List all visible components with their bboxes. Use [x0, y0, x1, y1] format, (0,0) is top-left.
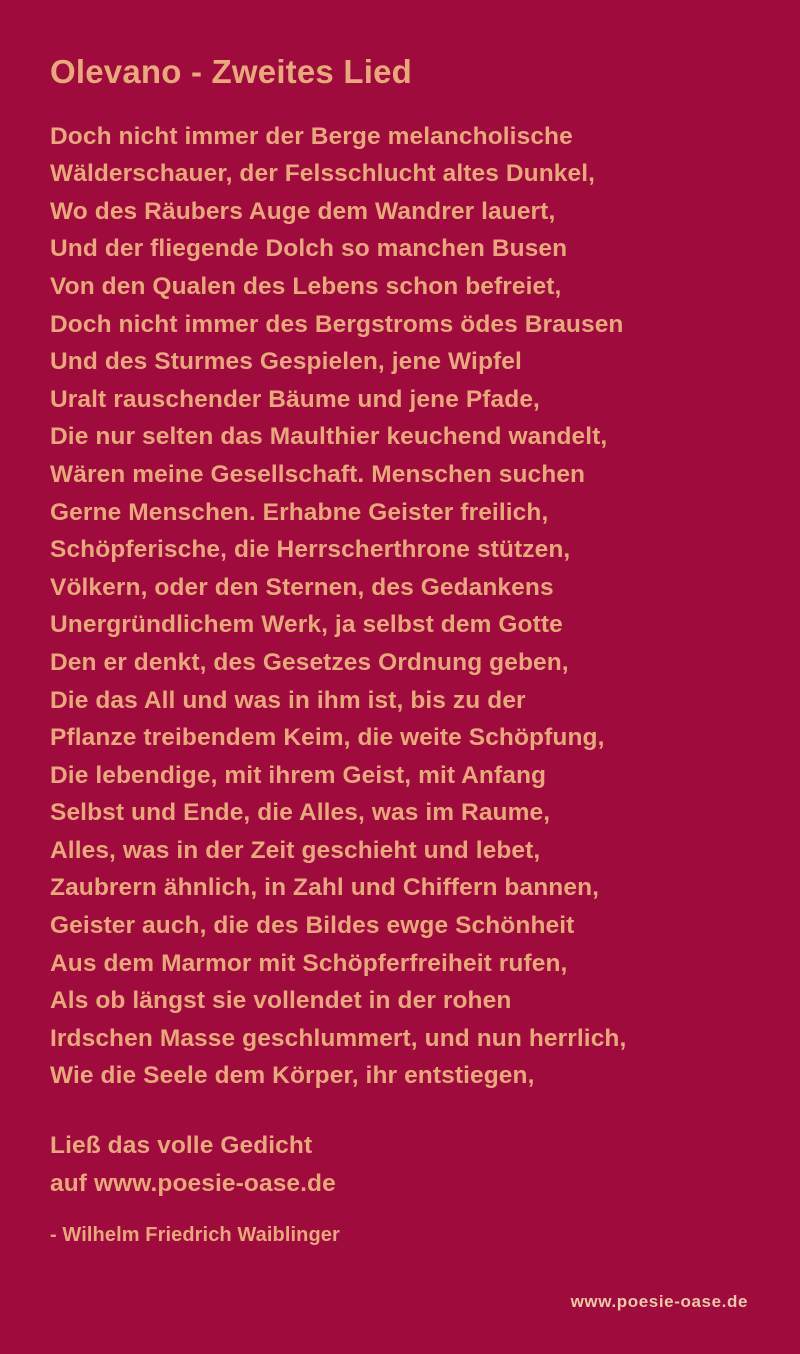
- poem-line: Die lebendige, mit ihrem Geist, mit Anfang: [50, 761, 547, 789]
- poem-line: Als ob längst sie vollendet in der rohen: [50, 987, 512, 1015]
- call-to-action: [50, 1127, 750, 1202]
- poem-line: Völkern, oder den Sternen, des Gedankens: [50, 573, 554, 601]
- poem-line: Doch nicht immer der Berge melancholische: [50, 122, 573, 150]
- poem-line: Uralt rauschender Bäume und jene Pfade,: [50, 385, 540, 413]
- poem-line: Wie die Seele dem Körper, ihr entstiegen,: [50, 1062, 535, 1090]
- poem-line: Selbst und Ende, die Alles, was im Raume,: [50, 799, 551, 827]
- spacer: [50, 1095, 750, 1127]
- poem-line: Die das All und was in ihm ist, bis zu der: [50, 686, 526, 714]
- poem-line: Geister auch, die des Bildes ewge Schönheit: [50, 912, 575, 940]
- site-url-footer[interactable]: www.poesie-oase.de: [570, 1292, 748, 1311]
- poem-line: Die nur selten das Maulthier keuchend wandelt,: [50, 423, 608, 451]
- poem-line: Gerne Menschen. Erhabne Geister freilich,: [50, 498, 549, 526]
- page-title: Olevano - Zweites Lied: [50, 53, 412, 90]
- poem-line: Alles, was in der Zeit geschieht und lebet,: [50, 836, 541, 864]
- poem-line: Doch nicht immer des Bergstroms ödes Brausen: [50, 310, 624, 338]
- poem-line: Und der fliegende Dolch so manchen Busen: [50, 235, 568, 263]
- poem-line: Wo des Räubers Auge dem Wandrer lauert,: [50, 197, 556, 225]
- cta-line-1: Ließ das volle Gedicht: [50, 1132, 313, 1160]
- poem-line: Aus dem Marmor mit Schöpferfreiheit rufen,: [50, 949, 568, 977]
- poem-line: Schöpferische, die Herrscherthrone stützen,: [50, 536, 571, 564]
- poem-line: Den er denkt, des Gesetzes Ordnung geben,: [50, 648, 569, 676]
- poem-body: [50, 118, 750, 1095]
- poem-line: Unergründlichem Werk, ja selbst dem Gotte: [50, 611, 563, 639]
- poem-line: Wären meine Gesellschaft. Menschen suchen: [50, 460, 586, 488]
- poem-line: Wälderschauer, der Felsschlucht altes Dunkel,: [50, 160, 596, 188]
- poem-line: Zaubrern ähnlich, in Zahl und Chiffern bannen,: [50, 874, 600, 902]
- poem-line: Von den Qualen des Lebens schon befreiet,: [50, 272, 562, 300]
- poem-line: Pflanze treibendem Keim, die weite Schöpfung,: [50, 724, 605, 752]
- poem-author: - Wilhelm Friedrich Waiblinger: [50, 1224, 340, 1247]
- poem-line: Irdschen Masse geschlummert, und nun herrlich,: [50, 1024, 627, 1052]
- cta-line-2[interactable]: auf www.poesie-oase.de: [50, 1169, 336, 1197]
- poem-line: Und des Sturmes Gespielen, jene Wipfel: [50, 348, 522, 376]
